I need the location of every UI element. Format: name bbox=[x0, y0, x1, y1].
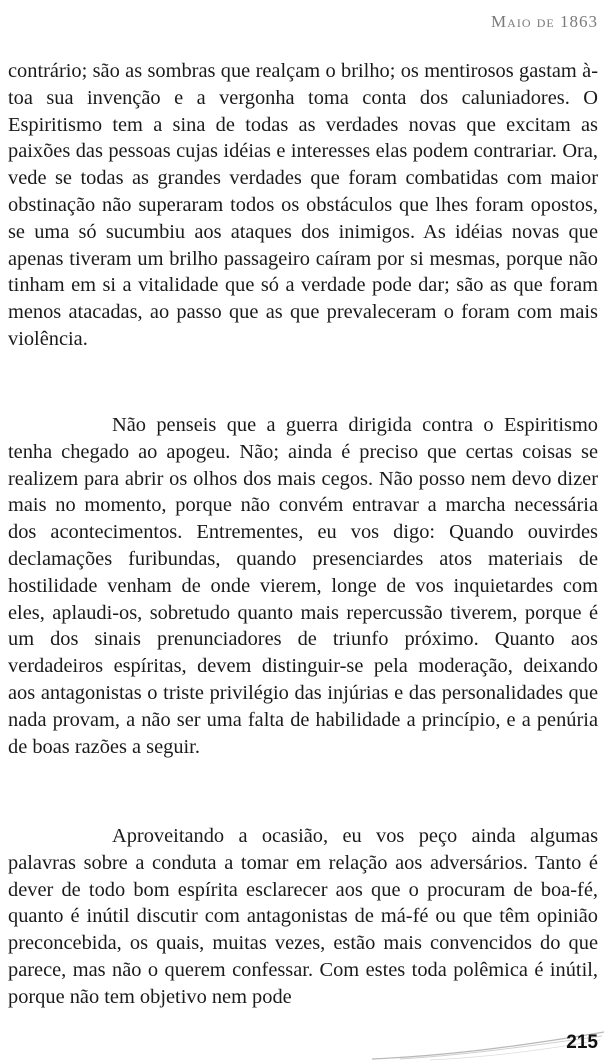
paragraph-text: Aproveitando a ocasião, eu vos peço ainda algumas palavras sobre a conduta a tomar em relação aos adversários. Tanto é dever de todo bom espírita esclarecer aos que o procuram de boa-fé, quanto é inútil discutir com antagonistas de má-fé ou que têm opinião preconcebida, os quais, muitas vezes, estão mais convencidos do que parece, mas não o querem confessar. Com estes toda polêmica é inútil, porque não tem objetivo nem pode bbox=[8, 825, 598, 1008]
paragraph-text: contrário; são as sombras que realçam o brilho; os mentirosos gastam à-toa sua invenção e a vergonha toma conta dos caluniadores. O Espiritismo tem a sina de todas as verdades novas que excitam as paixões das pessoas cujas idéias e interesses elas podem contrariar. Ora, vede se todas as grandes verdades que foram combatidas com maior obstinação não superaram todos os obstáculos que lhes foram opostos, se uma só sucumbiu aos ataques dos inimigos. As idéias novas que apenas tiveram um brilho passageiro caíram por si mesmas, porque não tinham em si a vitalidade que só a verdade pode dar; são as que foram menos atacadas, ao passo que as que prevaleceram o foram com mais violência. bbox=[8, 60, 598, 350]
paragraph-text: Não penseis que a guerra dirigida contra o Espiritismo tenha chegado ao apogeu. Não; ainda é preciso que certas coisas se realizem para abrir os olhos dos mais cegos. Não posso nem devo dizer mais no momento, porque não convém entravar a marcha necessária dos acontecimentos. Entrementes, eu vos digo: Quando ouvirdes declamações furibundas, quando presenciardes atos materiais de hostilidade venham de onde vierem, longe de vos inquietardes com eles, aplaudi-os, sobretudo quanto mais repercussão tiverem, porque é um dos sinais prenunciadores de triunfo próximo. Quanto aos verdadeiros espíritas, devem distinguir-se pela moderação, deixando aos antagonistas o triste privilégio das injúrias e das personalidades que nada provam, a não ser uma falta de habilidade a princípio, e a penúria de boas razões a seguir. bbox=[8, 414, 598, 758]
body-paragraph-2 bbox=[8, 412, 598, 760]
body-paragraph-1 bbox=[8, 58, 598, 353]
running-head: Maio de 1863 bbox=[491, 12, 598, 31]
page-number: 215 bbox=[566, 1032, 598, 1053]
body-paragraph-3 bbox=[8, 823, 598, 1011]
